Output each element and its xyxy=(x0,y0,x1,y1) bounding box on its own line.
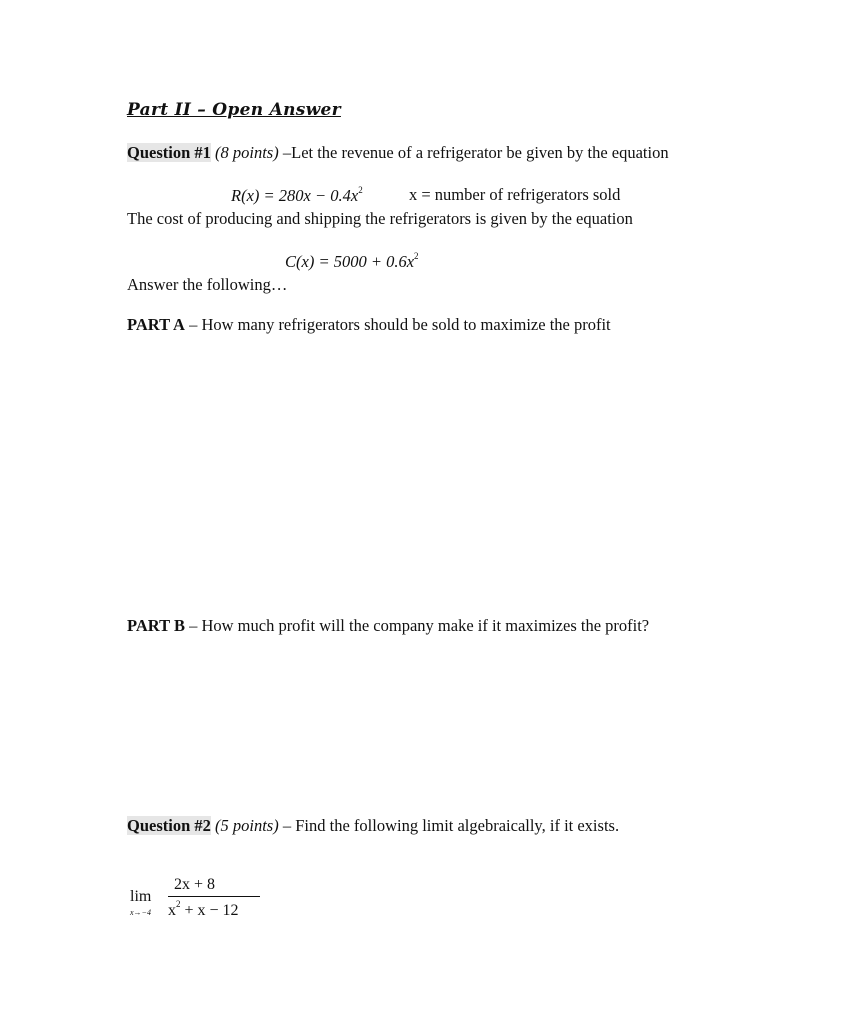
question-1-label: Question #1 xyxy=(127,143,211,162)
part-a xyxy=(127,315,611,335)
revenue-note: x = number of refrigerators sold xyxy=(409,185,621,204)
cost-equation-body: C(x) = 5000 + 0.6x xyxy=(285,252,415,271)
part-b-label: PART B xyxy=(127,616,185,635)
denominator-x: x xyxy=(168,902,176,919)
part-b-text: – How much profit will the company make if it maximizes the profit? xyxy=(184,616,650,635)
revenue-equation-body: R(x) = 280x − 0.4x xyxy=(231,186,359,205)
revenue-equation xyxy=(231,185,363,206)
question-1-points: (8 points) xyxy=(215,143,279,162)
part-a-text: – How many refrigerators should be sold to maximize the profit xyxy=(184,315,611,334)
question-2-label: Question #2 xyxy=(127,816,211,835)
question-2-text: – Find the following limit algebraically, if it exists. xyxy=(278,816,620,835)
question-2-intro xyxy=(127,816,619,836)
revenue-equation-exponent: 2 xyxy=(358,185,363,195)
limit-word: lim xyxy=(130,888,152,905)
question-1-intro xyxy=(127,143,669,163)
answer-prompt: Answer the following… xyxy=(127,275,288,294)
question-2-points: (5 points) xyxy=(215,816,279,835)
cost-equation-exponent: 2 xyxy=(414,251,419,261)
denominator-rest: + x − 12 xyxy=(180,902,239,919)
limit-subscript: x→−4 xyxy=(130,908,151,917)
cost-equation xyxy=(285,251,419,272)
part-a-label: PART A xyxy=(127,315,185,334)
section-title: Part II – Open Answer xyxy=(127,100,341,120)
denominator-exponent: 2 xyxy=(176,899,181,909)
question-1-text: –Let the revenue of a refrigerator be given by the equation xyxy=(278,143,669,162)
limit-expression xyxy=(130,876,270,926)
limit-numerator: 2x + 8 xyxy=(174,876,216,893)
limit-denominator xyxy=(168,899,239,920)
part-b xyxy=(127,616,649,636)
fraction-bar xyxy=(168,896,260,897)
cost-text: The cost of producing and shipping the refrigerators is given by the equation xyxy=(127,209,633,228)
